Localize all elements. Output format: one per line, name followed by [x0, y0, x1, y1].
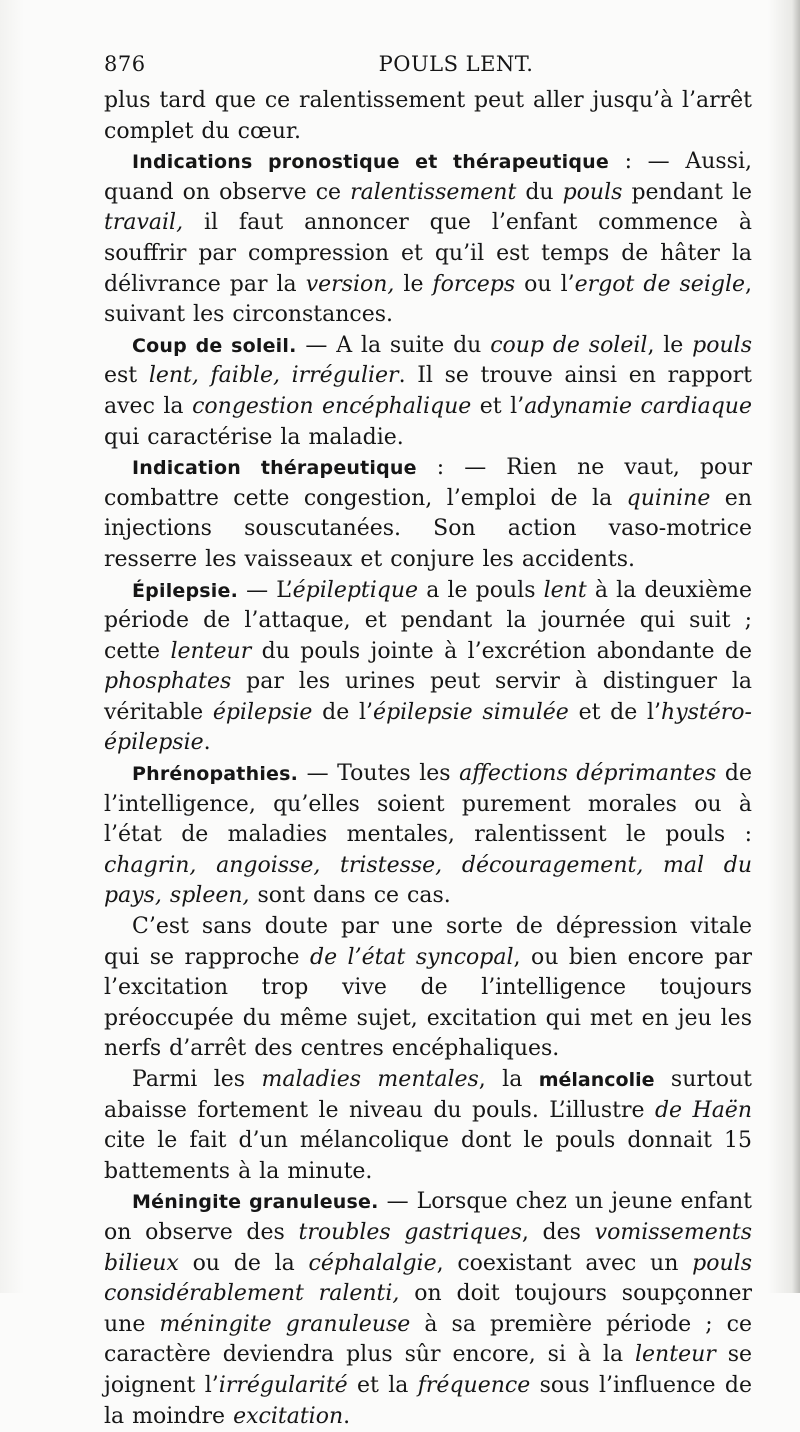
paragraph-coup-de-soleil: Coup de soleil. — A la suite du coup de soleil, le pouls est lent, faible, irrégulier. Il se trouve ainsi en rapport avec la congestion encéphalique et l’adynamie cardiaque qui caractérise la maladie.: [104, 332, 752, 450]
section-heading: Indications pronostique et thérapeutique: [132, 151, 609, 174]
paragraph-epilepsie: Épilepsie. — L’épileptique a le pouls lent à la deuxième période de l’attaque, et pendant la journée qui suit ; cette lenteur du pouls jointe à l’excrétion abondante de phosphates par les urines peut servir à distinguer la véritable épilepsie de l’épilepsie simulée et de l’hystéro-épilepsie.: [104, 577, 752, 756]
page-number: 876: [104, 52, 146, 76]
body-text: [104, 86, 752, 1432]
running-title: POULS LENT.: [378, 52, 534, 76]
paragraph-phrenopathies: Phrénopathies. — Toutes les affections déprimantes de l’intelligence, qu’elles soient purement morales ou à l’état de maladies mentales, ralentissent le pouls : chagrin, angoisse, tristesse, découragement, mal du pays, spleen, sont dans ce cas.: [104, 761, 752, 909]
paragraph-depression: C’est sans doute par une sorte de dépression vitale qui se rapproche de l’état syncopal, ou bien encore par l’excitation trop vive de l’intelligence toujours préoccupée du même sujet, excitation qui met en jeu les nerfs d’arrêt des centres encéphaliques.: [104, 914, 753, 1062]
section-heading: Indication thérapeutique: [132, 457, 417, 480]
section-heading: Épilepsie.: [132, 579, 239, 602]
section-heading: Phrénopathies.: [132, 763, 299, 786]
paragraph-melancolie: Parmi les maladies mentales, la mélancolie surtout abaisse fortement le niveau du pouls. L’illustre de Haën cite le fait d’un mélancolique dont le pouls donnait 15 battements à la minute.: [104, 1067, 752, 1184]
section-heading: Méningite granuleuse.: [132, 1191, 379, 1214]
page-header: [104, 52, 748, 82]
paragraph-meningite: Méningite granuleuse. — Lorsque chez un jeune enfant on observe des troubles gastriques, des vomissements bilieux ou de la céphalalgie, coexistant avec un pouls considérablement ralenti, on doit toujours soupçonner une méningite granuleuse à sa première période ; ce caractère deviendra plus sûr encore, si à la lenteur se joignent l’irrégularité et la fréquence sous l’influence de la moindre excitation.: [104, 1189, 753, 1429]
paragraph-indication-therapeutique: Indication thérapeutique : — Rien ne vaut, pour combattre cette congestion, l’emploi de la quinine en injections souscutanées. Son action vaso-motrice resserre les vaisseaux et conjure les accidents.: [104, 455, 752, 572]
section-heading: Coup de soleil.: [132, 334, 297, 357]
paragraph-continuation: plus tard que ce ralentissement peut aller jusqu’à l’arrêt complet du cœur.: [104, 88, 752, 144]
paragraph-indications: Indications pronostique et thérapeutique : — Aussi, quand on observe ce ralentissement du pouls pendant le travail, il faut annoncer que l’enfant commence à souffrir par compression et qu’il est temps de hâter la délivrance par la version, le forceps ou l’ergot de seigle, suivant les circonstances.: [104, 149, 753, 328]
